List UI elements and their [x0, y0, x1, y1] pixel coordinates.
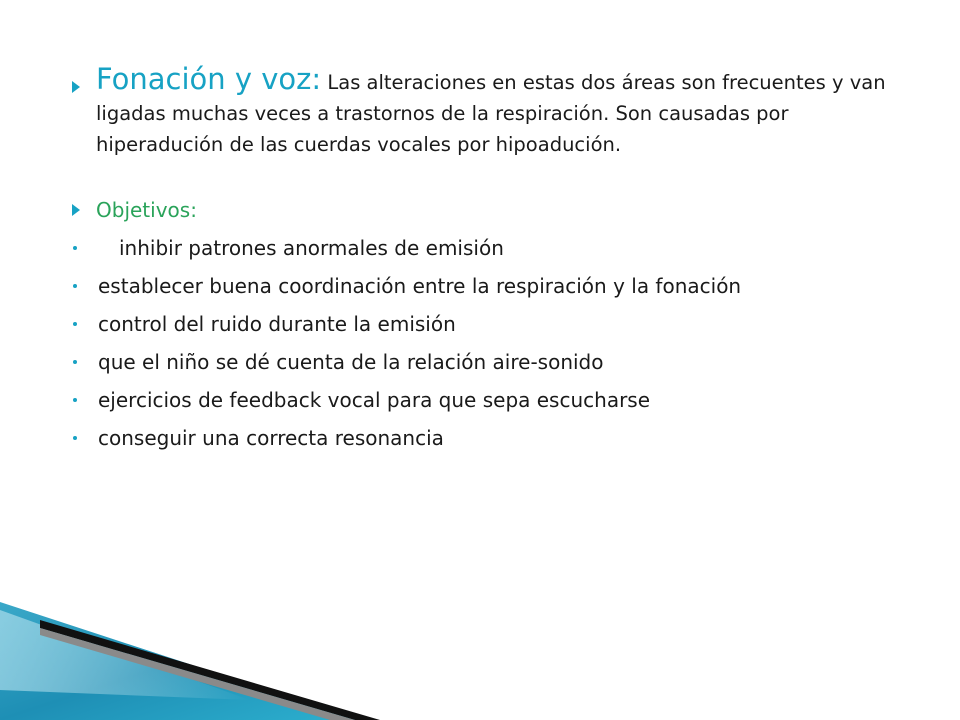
list-item-text: conseguir una correcta resonancia: [98, 426, 444, 450]
objectives-heading: [70, 196, 910, 224]
heading-body: Las alteraciones en estas dos áreas son frecuentes y van ligadas muchas veces a trastornos de la respiración. Son causadas por hiperadución de las cuerdas vocales por hipoadución.: [96, 71, 886, 156]
list-item-text: establecer buena coordinación entre la respiración y la fonación: [98, 274, 742, 298]
list-item: [70, 310, 910, 338]
objectives-label: Objetivos:: [96, 198, 197, 222]
dot-bullet-icon: [73, 322, 77, 326]
arrow-bullet-icon: [72, 81, 80, 93]
list-item-text: que el niño se dé cuenta de la relación aire-sonido: [98, 350, 604, 374]
list-item: [70, 272, 910, 300]
arrow-bullet-icon: [72, 204, 80, 216]
objectives-list: [70, 234, 910, 452]
list-item: [70, 348, 910, 376]
list-item-text: ejercicios de feedback vocal para que sepa escucharse: [98, 388, 651, 412]
dot-bullet-icon: [73, 246, 77, 250]
dot-bullet-icon: [73, 360, 77, 364]
list-item: [70, 386, 910, 414]
dot-bullet-icon: [73, 398, 77, 402]
list-item-text: inhibir patrones anormales de emisión: [119, 236, 504, 260]
slide-content: [70, 64, 910, 462]
list-item: [70, 424, 910, 452]
heading-item: [70, 64, 910, 160]
dot-bullet-icon: [73, 436, 77, 440]
heading-title: Fonación y voz:: [96, 62, 322, 96]
list-item: [70, 234, 910, 262]
dot-bullet-icon: [73, 284, 77, 288]
list-item-text: control del ruido durante la emisión: [98, 312, 456, 336]
